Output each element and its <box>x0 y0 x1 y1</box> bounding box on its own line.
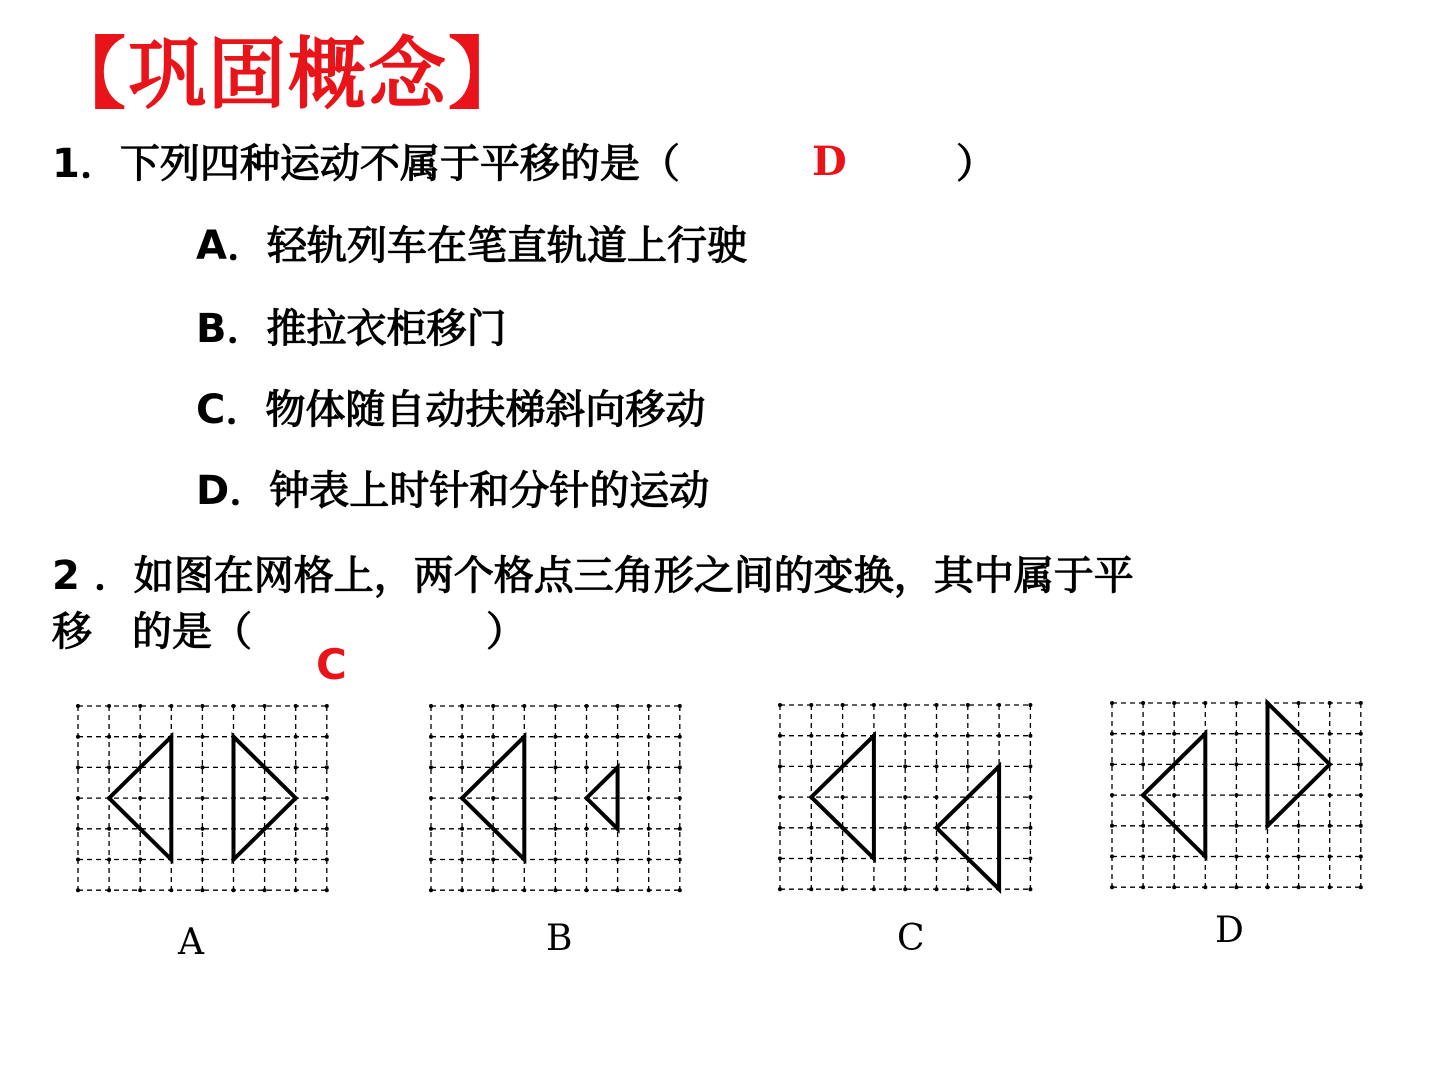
lattice-point <box>325 827 329 831</box>
lattice-point <box>107 735 111 739</box>
figure-label-b: B <box>546 918 573 959</box>
lattice-point <box>1297 885 1301 889</box>
lattice-point <box>1141 885 1145 889</box>
question-1-stem: 1．下列四种运动不属于平移的是（ <box>52 141 680 187</box>
lattice-point <box>778 734 782 738</box>
lattice-point <box>107 888 111 892</box>
lattice-point <box>809 764 813 768</box>
lattice-point <box>232 704 236 708</box>
grid-figure-c <box>778 703 1032 891</box>
lattice-point <box>138 796 142 800</box>
lattice-point <box>294 735 298 739</box>
lattice-point <box>585 765 589 769</box>
figure-label-a: A <box>178 922 204 963</box>
lattice-point <box>1328 885 1332 889</box>
lattice-point <box>294 765 298 769</box>
lattice-point <box>809 887 813 891</box>
lattice-point <box>1359 762 1363 766</box>
lattice-point <box>1172 793 1176 797</box>
lattice-point <box>1172 732 1176 736</box>
lattice-point <box>1028 887 1032 891</box>
lattice-point <box>553 704 557 708</box>
lattice-point <box>107 827 111 831</box>
lattice-point <box>1172 701 1176 705</box>
lattice-point <box>1110 732 1114 736</box>
question-1-option-a: A．轻轨列车在笔直轨道上行驶 <box>196 223 747 269</box>
lattice-point <box>1297 762 1301 766</box>
lattice-point <box>107 704 111 708</box>
lattice-point <box>200 765 204 769</box>
lattice-point <box>76 888 80 892</box>
lattice-point <box>138 735 142 739</box>
lattice-point <box>616 735 620 739</box>
lattice-point <box>429 765 433 769</box>
lattice-point <box>678 888 682 892</box>
lattice-point <box>647 827 651 831</box>
lattice-point <box>325 735 329 739</box>
lattice-point <box>325 765 329 769</box>
lattice-point <box>107 765 111 769</box>
lattice-point <box>460 704 464 708</box>
lattice-point <box>491 796 495 800</box>
lattice-point <box>616 858 620 862</box>
lattice-point <box>491 858 495 862</box>
question-2-stem-line-1: 2 ．如图在网格上，两个格点三角形之间的变换，其中属于平 <box>52 553 1134 599</box>
lattice-point <box>841 703 845 707</box>
lattice-point <box>460 827 464 831</box>
slide-title: 【巩固概念】 <box>48 30 529 120</box>
lattice-point <box>778 703 782 707</box>
lattice-point <box>647 704 651 708</box>
lattice-point <box>935 857 939 861</box>
lattice-point <box>138 888 142 892</box>
lattice-point <box>1234 793 1238 797</box>
question-2-answer: C <box>316 640 347 689</box>
lattice-point <box>429 888 433 892</box>
lattice-point <box>76 765 80 769</box>
lattice-point <box>647 858 651 862</box>
lattice-point <box>678 765 682 769</box>
grid-figure-a <box>76 704 329 892</box>
lattice-point <box>1234 732 1238 736</box>
lattice-point <box>966 764 970 768</box>
lattice-point <box>200 796 204 800</box>
lattice-point <box>1359 793 1363 797</box>
lattice-point <box>1359 855 1363 859</box>
lattice-point <box>678 858 682 862</box>
lattice-point <box>1359 824 1363 828</box>
grid-figure-b <box>429 704 682 892</box>
lattice-point <box>76 735 80 739</box>
question-1-answer: D <box>812 138 847 185</box>
lattice-point <box>647 735 651 739</box>
lattice-point <box>460 735 464 739</box>
lattice-point <box>553 765 557 769</box>
lattice-point <box>1028 764 1032 768</box>
lattice-point <box>1110 885 1114 889</box>
lattice-point <box>1028 857 1032 861</box>
lattice-point <box>107 858 111 862</box>
lattice-point <box>460 858 464 862</box>
question-1-option-b: B．推拉衣柜移门 <box>196 306 507 352</box>
lattice-point <box>294 704 298 708</box>
lattice-point <box>1141 762 1145 766</box>
lattice-point <box>169 704 173 708</box>
lattice-point <box>1172 855 1176 859</box>
lattice-point <box>1359 732 1363 736</box>
lattice-point <box>585 735 589 739</box>
lattice-point <box>1110 793 1114 797</box>
lattice-point <box>647 765 651 769</box>
lattice-point <box>1110 855 1114 859</box>
lattice-point <box>585 858 589 862</box>
lattice-point <box>491 735 495 739</box>
lattice-point <box>1110 762 1114 766</box>
lattice-point <box>76 858 80 862</box>
lattice-point <box>1328 701 1332 705</box>
lattice-point <box>872 703 876 707</box>
lattice-point <box>325 858 329 862</box>
lattice-point <box>647 888 651 892</box>
lattice-point <box>997 703 1001 707</box>
lattice-point <box>325 796 329 800</box>
lattice-point <box>263 858 267 862</box>
lattice-point <box>809 826 813 830</box>
lattice-point <box>1141 732 1145 736</box>
lattice-point <box>841 857 845 861</box>
lattice-point <box>585 888 589 892</box>
figure-label-c: C <box>897 918 925 959</box>
lattice-point <box>553 888 557 892</box>
lattice-point <box>200 858 204 862</box>
lattice-point <box>460 888 464 892</box>
question-2-close-paren: ） <box>486 609 526 655</box>
lattice-point <box>429 704 433 708</box>
lattice-point <box>169 888 173 892</box>
lattice-point <box>903 703 907 707</box>
lattice-point <box>553 827 557 831</box>
lattice-point <box>522 888 526 892</box>
lattice-point <box>294 888 298 892</box>
lattice-point <box>841 734 845 738</box>
lattice-point <box>491 888 495 892</box>
lattice-point <box>1203 701 1207 705</box>
lattice-point <box>429 858 433 862</box>
lattice-point <box>966 703 970 707</box>
lattice-point <box>1028 826 1032 830</box>
lattice-point <box>138 704 142 708</box>
lattice-point <box>1234 762 1238 766</box>
lattice-point <box>294 858 298 862</box>
lattice-point <box>1141 701 1145 705</box>
lattice-point <box>1297 701 1301 705</box>
lattice-point <box>1297 855 1301 859</box>
lattice-point <box>1028 703 1032 707</box>
lattice-point <box>841 887 845 891</box>
lattice-point <box>1234 855 1238 859</box>
lattice-point <box>585 827 589 831</box>
lattice-point <box>778 857 782 861</box>
lattice-point <box>1234 885 1238 889</box>
lattice-point <box>1028 734 1032 738</box>
lattice-point <box>1359 885 1363 889</box>
lattice-point <box>903 826 907 830</box>
lattice-point <box>903 857 907 861</box>
lattice-point <box>325 704 329 708</box>
lattice-point <box>966 734 970 738</box>
lattice-point <box>263 704 267 708</box>
question-1-option-d: D．钟表上时针和分针的运动 <box>196 468 710 514</box>
lattice-point <box>809 857 813 861</box>
lattice-point <box>200 704 204 708</box>
lattice-point <box>1297 824 1301 828</box>
lattice-point <box>1359 701 1363 705</box>
lattice-point <box>678 735 682 739</box>
lattice-point <box>263 888 267 892</box>
lattice-point <box>522 704 526 708</box>
lattice-point <box>429 796 433 800</box>
lattice-point <box>263 796 267 800</box>
question-1-option-c: C．物体随自动扶梯斜向移动 <box>196 387 706 433</box>
question-2-stem-line-2: 移 的是（ <box>52 609 252 655</box>
lattice-point <box>1234 701 1238 705</box>
lattice-point <box>678 827 682 831</box>
lattice-point <box>553 735 557 739</box>
lattice-point <box>1110 824 1114 828</box>
lattice-point <box>1328 824 1332 828</box>
lattice-point <box>200 735 204 739</box>
lattice-point <box>778 826 782 830</box>
lattice-point <box>1328 793 1332 797</box>
lattice-point <box>1172 885 1176 889</box>
lattice-point <box>1110 701 1114 705</box>
lattice-point <box>1141 824 1145 828</box>
lattice-point <box>553 858 557 862</box>
figure-label-d: D <box>1215 910 1244 951</box>
lattice-point <box>966 887 970 891</box>
lattice-point <box>232 888 236 892</box>
lattice-point <box>200 827 204 831</box>
lattice-point <box>76 704 80 708</box>
lattice-point <box>325 888 329 892</box>
lattice-point <box>903 764 907 768</box>
lattice-point <box>1234 824 1238 828</box>
lattice-point <box>935 764 939 768</box>
lattice-point <box>935 734 939 738</box>
lattice-point <box>778 764 782 768</box>
lattice-point <box>997 734 1001 738</box>
lattice-point <box>616 888 620 892</box>
question-1-close-paren: ） <box>956 141 996 187</box>
lattice-point <box>76 796 80 800</box>
lattice-point <box>460 765 464 769</box>
lattice-point <box>138 858 142 862</box>
grid-figure-d <box>1110 701 1363 889</box>
lattice-point <box>1266 885 1270 889</box>
lattice-point <box>1328 855 1332 859</box>
lattice-point <box>903 734 907 738</box>
lattice-point <box>778 795 782 799</box>
lattice-point <box>678 796 682 800</box>
lattice-point <box>553 796 557 800</box>
lattice-point <box>903 795 907 799</box>
lattice-point <box>872 887 876 891</box>
lattice-point <box>1328 732 1332 736</box>
lattice-point <box>903 887 907 891</box>
lattice-point <box>429 735 433 739</box>
lattice-point <box>1266 855 1270 859</box>
lattice-point <box>935 703 939 707</box>
lattice-point <box>778 887 782 891</box>
lattice-point <box>809 703 813 707</box>
lattice-point <box>585 704 589 708</box>
lattice-point <box>647 796 651 800</box>
lattice-point <box>935 795 939 799</box>
lattice-point <box>678 704 682 708</box>
lattice-point <box>935 887 939 891</box>
lattice-point <box>809 734 813 738</box>
lattice-point <box>1141 855 1145 859</box>
lattice-point <box>200 888 204 892</box>
lattice-point <box>966 826 970 830</box>
lattice-point <box>294 827 298 831</box>
lattice-point <box>491 704 495 708</box>
lattice-point <box>263 735 267 739</box>
lattice-point <box>1028 795 1032 799</box>
lattice-point <box>841 795 845 799</box>
lattice-point <box>76 827 80 831</box>
lattice-point <box>1203 885 1207 889</box>
lattice-point <box>429 827 433 831</box>
lattice-point <box>616 704 620 708</box>
